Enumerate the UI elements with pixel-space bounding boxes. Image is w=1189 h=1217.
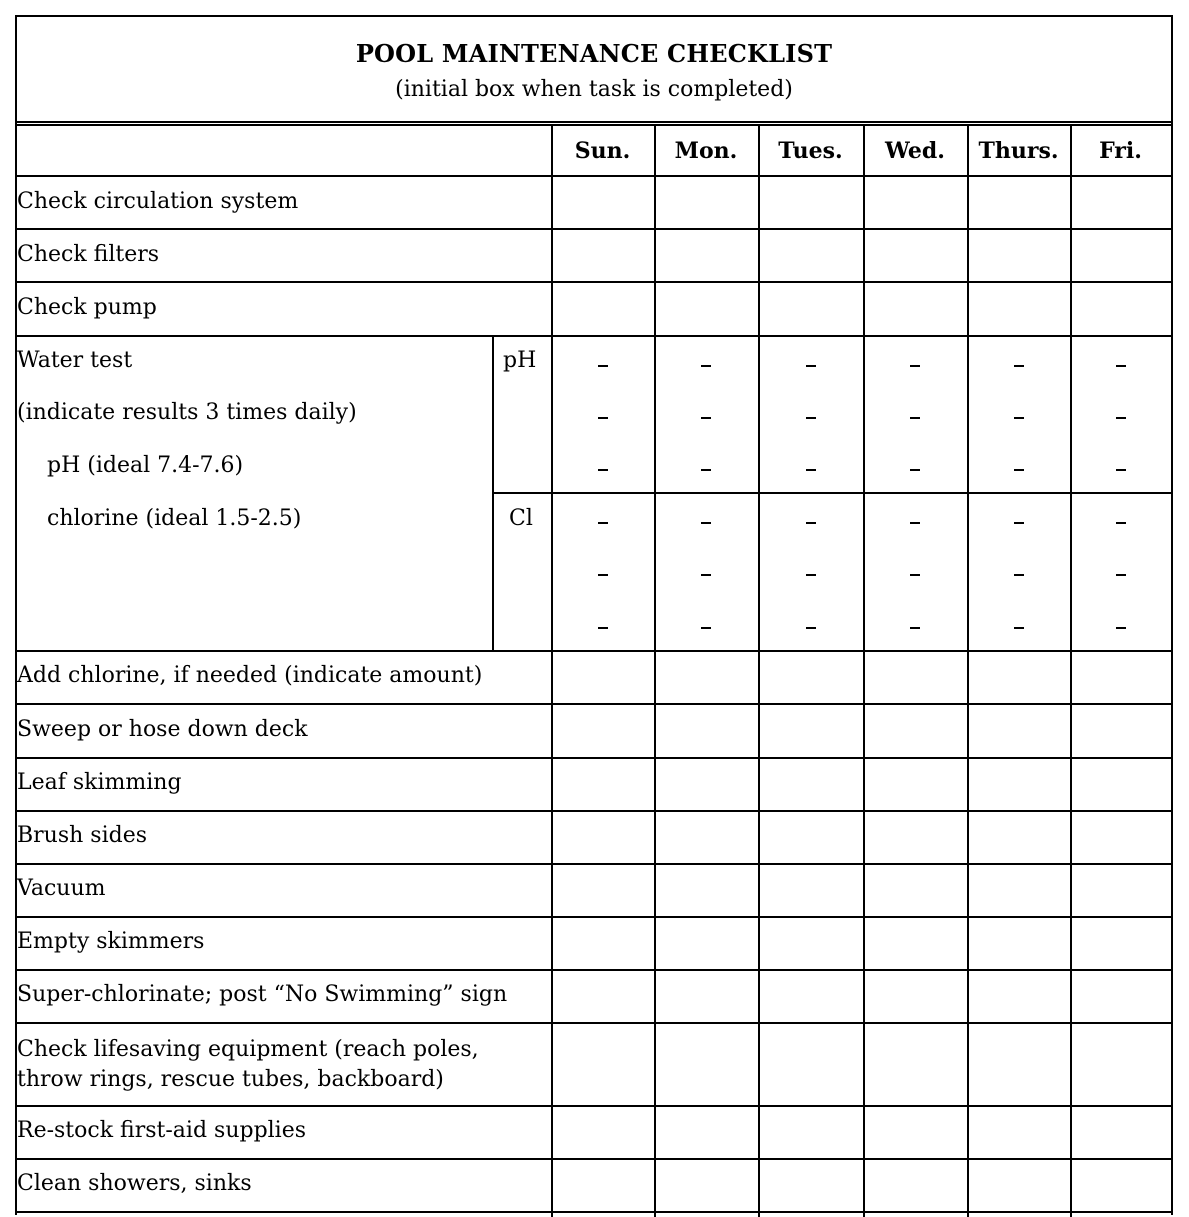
reading-blank — [910, 627, 920, 629]
day-header-1: Mon. — [674, 138, 738, 164]
task-label: Empty skimmers — [17, 929, 205, 954]
task-label: Clean showers, sinks — [17, 1171, 252, 1196]
reading-blank — [701, 574, 711, 576]
task-label: Re-stock first-aid supplies — [17, 1118, 307, 1143]
row-divider — [17, 1022, 1171, 1024]
reading-blank — [1116, 574, 1126, 576]
reading-blank — [1116, 522, 1126, 524]
row-divider — [17, 757, 1171, 759]
task-label: Check lifesaving equipment (reach poles, — [17, 1037, 479, 1062]
row-divider — [17, 969, 1171, 971]
task-label: Sweep or hose down deck — [17, 717, 308, 742]
column-divider — [654, 124, 656, 1217]
row-divider — [17, 650, 1171, 652]
reading-blank — [598, 417, 608, 419]
reading-blank — [598, 574, 608, 576]
row-divider — [17, 335, 1171, 337]
column-divider — [551, 124, 553, 1217]
task-label: Leaf skimming — [17, 770, 182, 795]
task-label: Check pump — [17, 295, 157, 320]
reading-blank — [806, 469, 816, 471]
row-divider — [17, 1105, 1171, 1107]
cl-unit-label: Cl — [509, 506, 533, 531]
water-test-instruction: (indicate results 3 times daily) — [17, 400, 357, 425]
task-label: Add chlorine, if needed (indicate amount) — [17, 663, 483, 688]
row-divider — [17, 1211, 1171, 1213]
reading-blank — [701, 469, 711, 471]
row-divider — [17, 1158, 1171, 1160]
row-divider — [17, 175, 1171, 177]
day-header-3: Wed. — [885, 138, 945, 164]
water-test-label: Water test — [17, 348, 133, 373]
day-header-5: Fri. — [1099, 138, 1142, 164]
checklist-sheet — [15, 15, 1173, 1215]
row-divider — [17, 281, 1171, 283]
task-label: Vacuum — [17, 876, 106, 901]
reading-blank — [1014, 417, 1024, 419]
reading-blank — [598, 469, 608, 471]
reading-blank — [910, 522, 920, 524]
reading-blank — [806, 365, 816, 367]
reading-blank — [1014, 627, 1024, 629]
header-divider — [17, 124, 1171, 126]
reading-blank — [1116, 627, 1126, 629]
reading-blank — [910, 574, 920, 576]
row-divider — [17, 916, 1171, 918]
reading-blank — [910, 365, 920, 367]
reading-blank — [701, 365, 711, 367]
day-header-2: Tues. — [778, 138, 843, 164]
page-title: POOL MAINTENANCE CHECKLIST — [355, 39, 833, 68]
reading-blank — [1116, 417, 1126, 419]
reading-blank — [806, 574, 816, 576]
column-divider — [1070, 124, 1072, 1217]
checklist-header — [17, 17, 1171, 123]
column-divider — [758, 124, 760, 1217]
day-header-4: Thurs. — [978, 138, 1059, 164]
task-label: Brush sides — [17, 823, 148, 848]
reading-blank — [1014, 522, 1024, 524]
reading-blank — [1014, 365, 1024, 367]
reading-blank — [598, 522, 608, 524]
task-label: throw rings, rescue tubes, backboard) — [17, 1067, 444, 1092]
reading-blank — [910, 417, 920, 419]
reading-blank — [806, 417, 816, 419]
reading-blank — [806, 627, 816, 629]
reading-blank — [701, 627, 711, 629]
ph-ideal-label: pH (ideal 7.4-7.6) — [47, 453, 244, 478]
task-label: Check filters — [17, 242, 160, 267]
task-label: Super-chlorinate; post “No Swimming” sign — [17, 982, 508, 1007]
column-divider — [863, 124, 865, 1217]
day-header-0: Sun. — [574, 138, 631, 164]
row-divider — [17, 863, 1171, 865]
row-divider — [17, 228, 1171, 230]
row-divider — [17, 810, 1171, 812]
column-divider — [492, 335, 494, 650]
reading-blank — [1116, 365, 1126, 367]
ph-unit-label: pH — [503, 348, 537, 373]
reading-blank — [1014, 469, 1024, 471]
reading-blank — [701, 522, 711, 524]
reading-blank — [598, 365, 608, 367]
chlorine-ideal-label: chlorine (ideal 1.5-2.5) — [47, 506, 302, 531]
page-subtitle: (initial box when task is completed) — [395, 77, 793, 102]
reading-blank — [806, 522, 816, 524]
reading-blank — [701, 417, 711, 419]
row-divider — [17, 703, 1171, 705]
reading-blank — [910, 469, 920, 471]
reading-blank — [1116, 469, 1126, 471]
column-divider — [967, 124, 969, 1217]
reading-blank — [1014, 574, 1024, 576]
reading-blank — [598, 627, 608, 629]
task-label: Check circulation system — [17, 189, 299, 214]
